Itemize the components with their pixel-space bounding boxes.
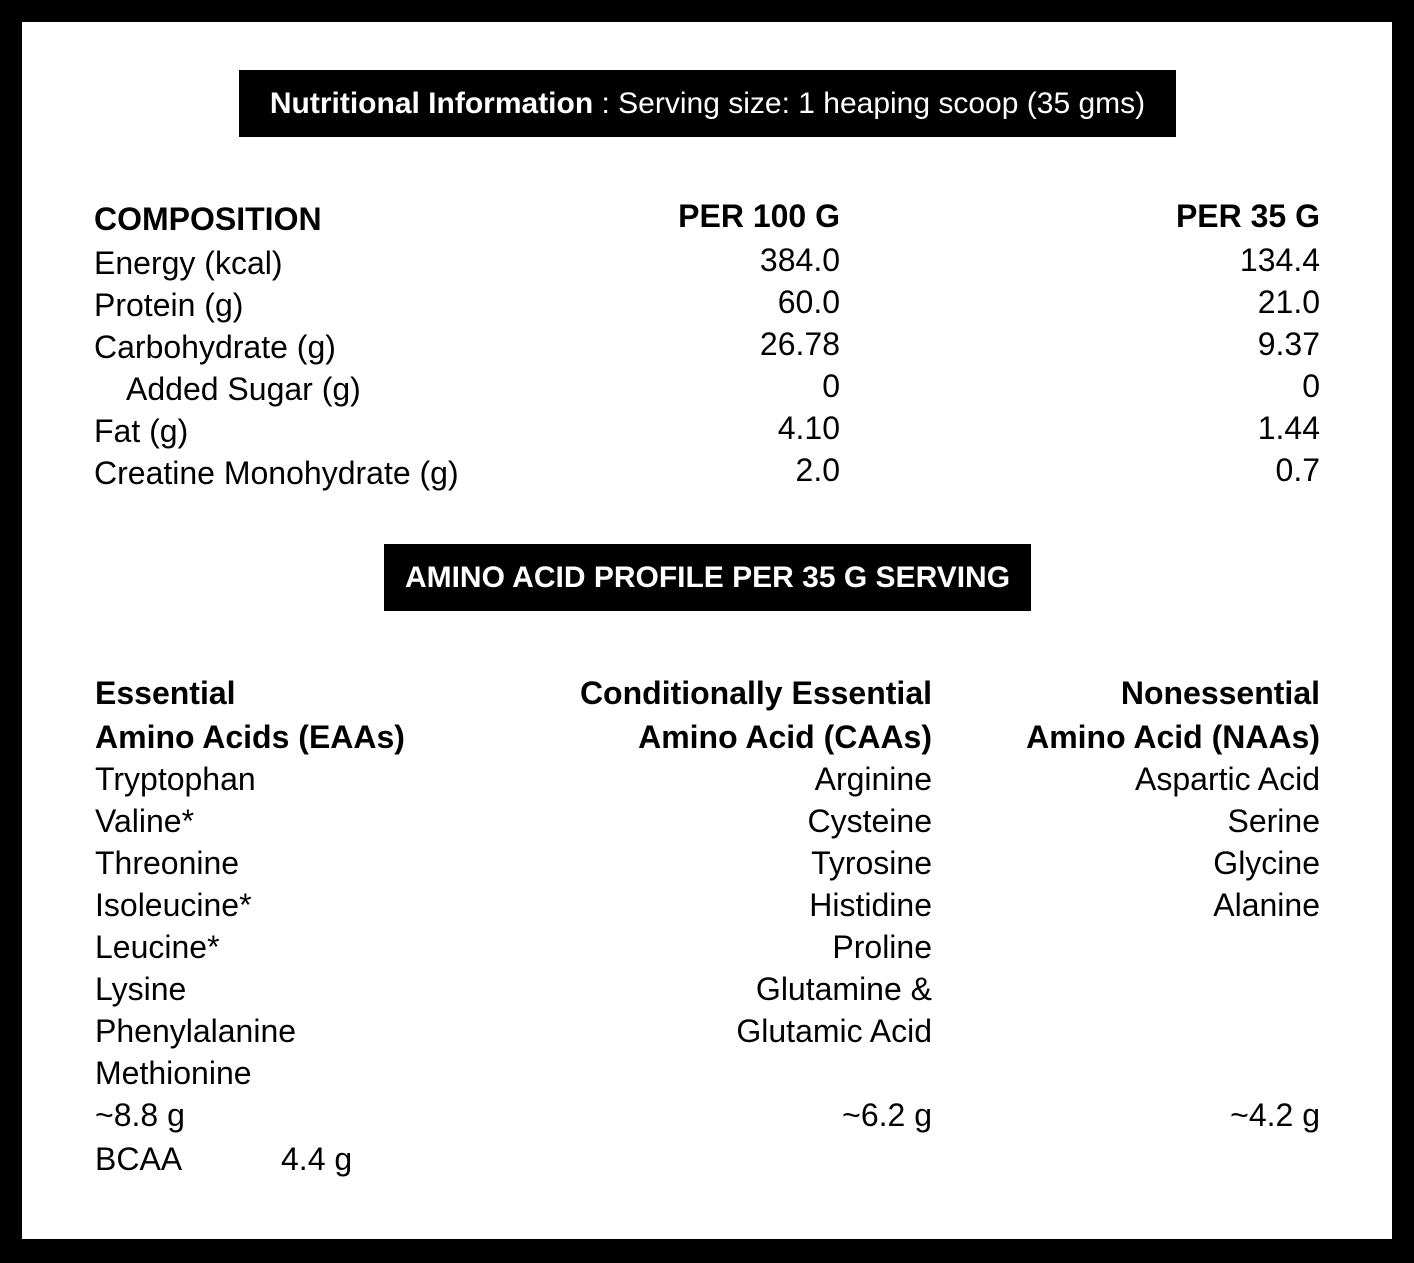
naa-total: ~4.2 g	[1230, 1097, 1320, 1133]
caa-item: Cysteine	[807, 803, 932, 839]
row-per100: 384.0	[759, 242, 840, 278]
naa-item: Aspartic Acid	[1135, 761, 1320, 797]
eaa-item: Lysine	[95, 971, 187, 1007]
eaa-total: ~8.8 g	[95, 1097, 185, 1133]
naa-item: Serine	[1227, 803, 1320, 839]
eaa-item: Isoleucine*	[95, 887, 252, 923]
eaa-item: Valine*	[95, 803, 195, 839]
bcaa-label: BCAA	[95, 1141, 183, 1177]
caa-item: Tyrosine	[811, 845, 932, 881]
header-title-bold: Nutritional Information	[269, 87, 594, 120]
row-name: Carbohydrate (g)	[94, 329, 336, 365]
caa-item: Arginine	[814, 761, 932, 797]
caa-item: Glutamic Acid	[736, 1013, 932, 1049]
caa-heading: Conditionally Essential	[579, 675, 932, 711]
caa-item: Proline	[832, 929, 932, 965]
nutrition-label	[22, 22, 1392, 1239]
nutrition-header-banner	[239, 70, 1176, 137]
per100-header: PER 100 G	[678, 198, 840, 234]
row-per100: 2.0	[795, 452, 840, 488]
caa-total: ~6.2 g	[842, 1097, 932, 1133]
composition-header: COMPOSITION	[94, 201, 322, 237]
eaa-item: Phenylalanine	[95, 1013, 297, 1049]
row-per100: 60.0	[777, 284, 840, 320]
caa-item: Glutamine &	[755, 971, 932, 1007]
eaa-heading: Amino Acids (EAAs)	[95, 719, 405, 755]
row-per100: 26.78	[759, 326, 840, 362]
eaa-item: Leucine*	[95, 929, 220, 965]
bcaa-value: 4.4 g	[281, 1141, 353, 1177]
row-per35: 21.0	[1257, 284, 1320, 320]
row-per100: 0	[822, 368, 840, 404]
eaa-item: Threonine	[95, 845, 240, 881]
eaa-heading: Essential	[95, 675, 236, 711]
eaa-item: Methionine	[95, 1055, 252, 1091]
row-per35: 1.44	[1257, 410, 1320, 446]
row-per35: 134.4	[1239, 242, 1320, 278]
row-name: Fat (g)	[94, 413, 189, 449]
header-title-rest: : Serving size: 1 heaping scoop (35 gms)	[593, 87, 1146, 120]
eaa-item: Tryptophan	[95, 761, 256, 797]
row-per35: 0.7	[1275, 452, 1320, 488]
row-name-sub: Added Sugar (g)	[126, 371, 361, 407]
amino-banner: AMINO ACID PROFILE PER 35 G SERVING	[384, 544, 1031, 611]
caa-heading: Amino Acid (CAAs)	[638, 719, 932, 755]
caa-item: Histidine	[809, 887, 932, 923]
row-per100: 4.10	[777, 410, 840, 446]
row-per35: 9.37	[1257, 326, 1320, 362]
row-name: Protein (g)	[94, 287, 244, 323]
row-name: Creatine Monohydrate (g)	[94, 455, 459, 491]
row-per35: 0	[1302, 368, 1320, 404]
per35-header: PER 35 G	[1175, 198, 1320, 234]
row-name: Energy (kcal)	[94, 245, 283, 281]
naa-item: Alanine	[1213, 887, 1320, 923]
naa-heading: Nonessential	[1120, 675, 1320, 711]
naa-item: Glycine	[1213, 845, 1320, 881]
naa-heading: Amino Acid (NAAs)	[1026, 719, 1320, 755]
